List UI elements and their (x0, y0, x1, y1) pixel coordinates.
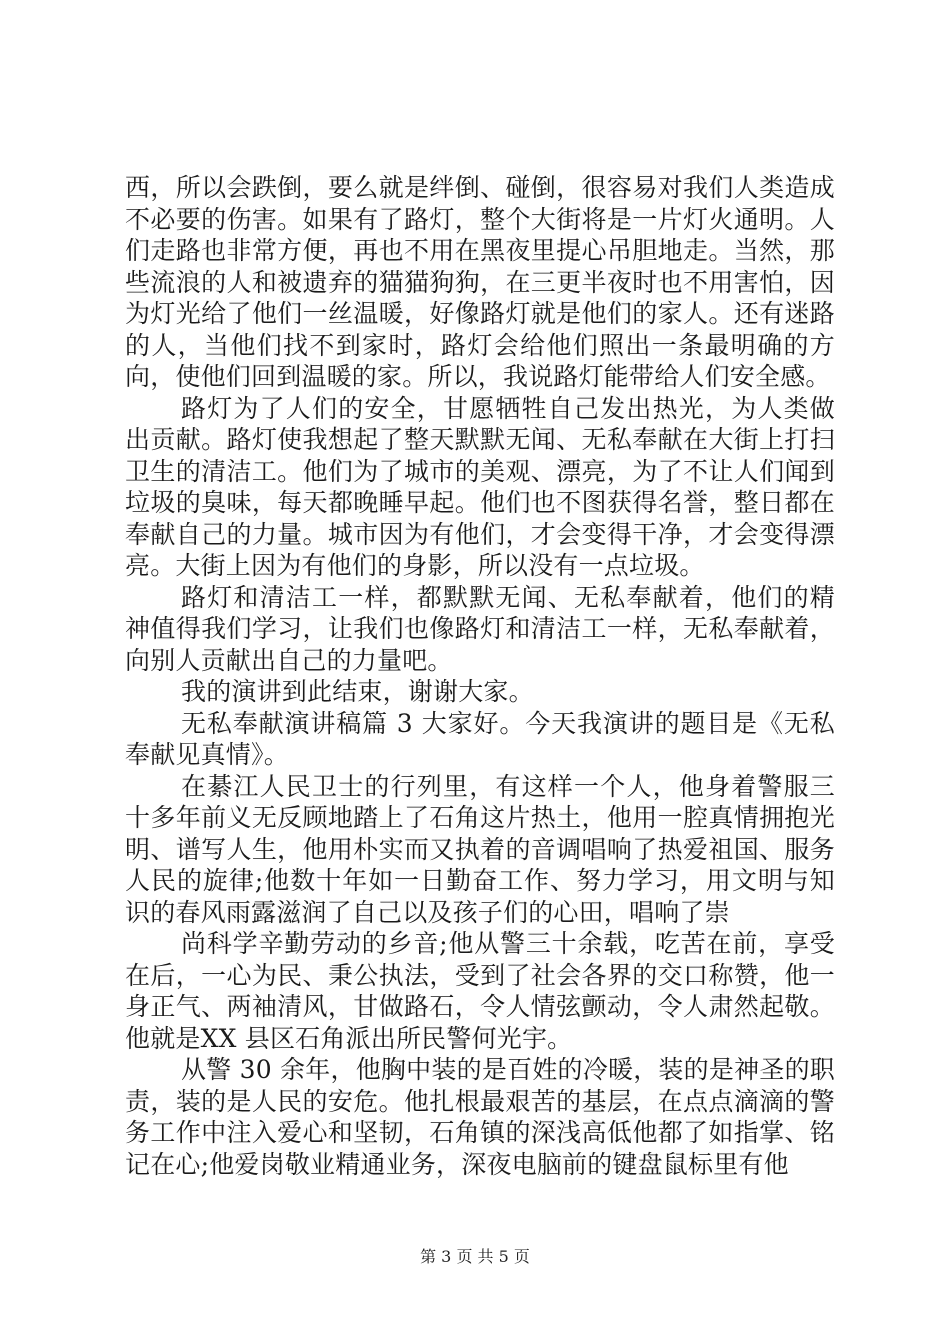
paragraph-3: 路灯和清洁工一样，都默默无闻、无私奉献着，他们的精神值得我们学习，让我们也像路灯和清洁工一样，无私奉献着，向别人贡献出自己的力量吧。 (125, 582, 835, 675)
paragraph-4: 我的演讲到此结束，谢谢大家。 (181, 677, 534, 706)
paragraph-6: 在綦江人民卫士的行列里，有这样一个人，他身着警服三十多年前义无反顾地踏上了石角这片热土，他用一腔真情拥抱光明、谱写人生，他用朴实而又执着的音调唱响了热爱祖国、服务人民的旋律;他数十年如一日勤奋工作、努力学习，用文明与知识的春风雨露滋润了自己以及孩子们的心田，唱响了崇 (125, 771, 835, 927)
paragraph-7: 尚科学辛勤劳动的乡音;他从警三十余载，吃苦在前，享受在后，一心为民、秉公执法，受到了社会各界的交口称赞，他一身正气、两袖清风，甘做路石，令人情弦颤动，令人肃然起敬。他就是XX 县区石角派出所民警何光宇。 (125, 929, 835, 1053)
paragraph-1: 西，所以会跌倒，要么就是绊倒、碰倒，很容易对我们人类造成不必要的伤害。如果有了路灯，整个大街将是一片灯火通明。人们走路也非常方便，再也不用在黑夜里提心吊胆地走。当然，那些流浪的人和被遗弃的猫猫狗狗，在三更半夜时也不用害怕，因为灯光给了他们一丝温暖，好像路灯就是他们的家人。还有迷路的人，当他们找不到家时，路灯会给他们照出一条最明确的方向，使他们回到温暖的家。所以，我说路灯能带给人们安全感。 (125, 173, 835, 391)
page-footer: 第 3 页 共 5 页 (420, 1247, 530, 1266)
paragraph-5: 无私奉献演讲稿篇 3 大家好。今天我演讲的题目是《无私奉献见真情》。 (125, 708, 835, 769)
paragraph-8: 从警 30 余年，他胸中装的是百姓的冷暖，装的是神圣的职责，装的是人民的安危。他扎根最艰苦的基层，在点点滴滴的警务工作中注入爱心和坚韧，石角镇的深浅高低他都了如指掌、铭记在心;他爱岗敬业精通业务，深夜电脑前的键盘鼠标里有他 (125, 1055, 835, 1179)
document-body (125, 172, 835, 1180)
paragraph-2: 路灯为了人们的安全，甘愿牺牲自己发出热光，为人类做出贡献。路灯使我想起了整天默默无闻、无私奉献在大街上打扫卫生的清洁工。他们为了城市的美观、漂亮，为了不让人们闻到垃圾的臭味，每天都晚睡早起。他们也不图获得名誉，整日都在奉献自己的力量。城市因为有他们，才会变得干净，才会变得漂亮。大街上因为有他们的身影，所以没有一点垃圾。 (125, 393, 835, 580)
